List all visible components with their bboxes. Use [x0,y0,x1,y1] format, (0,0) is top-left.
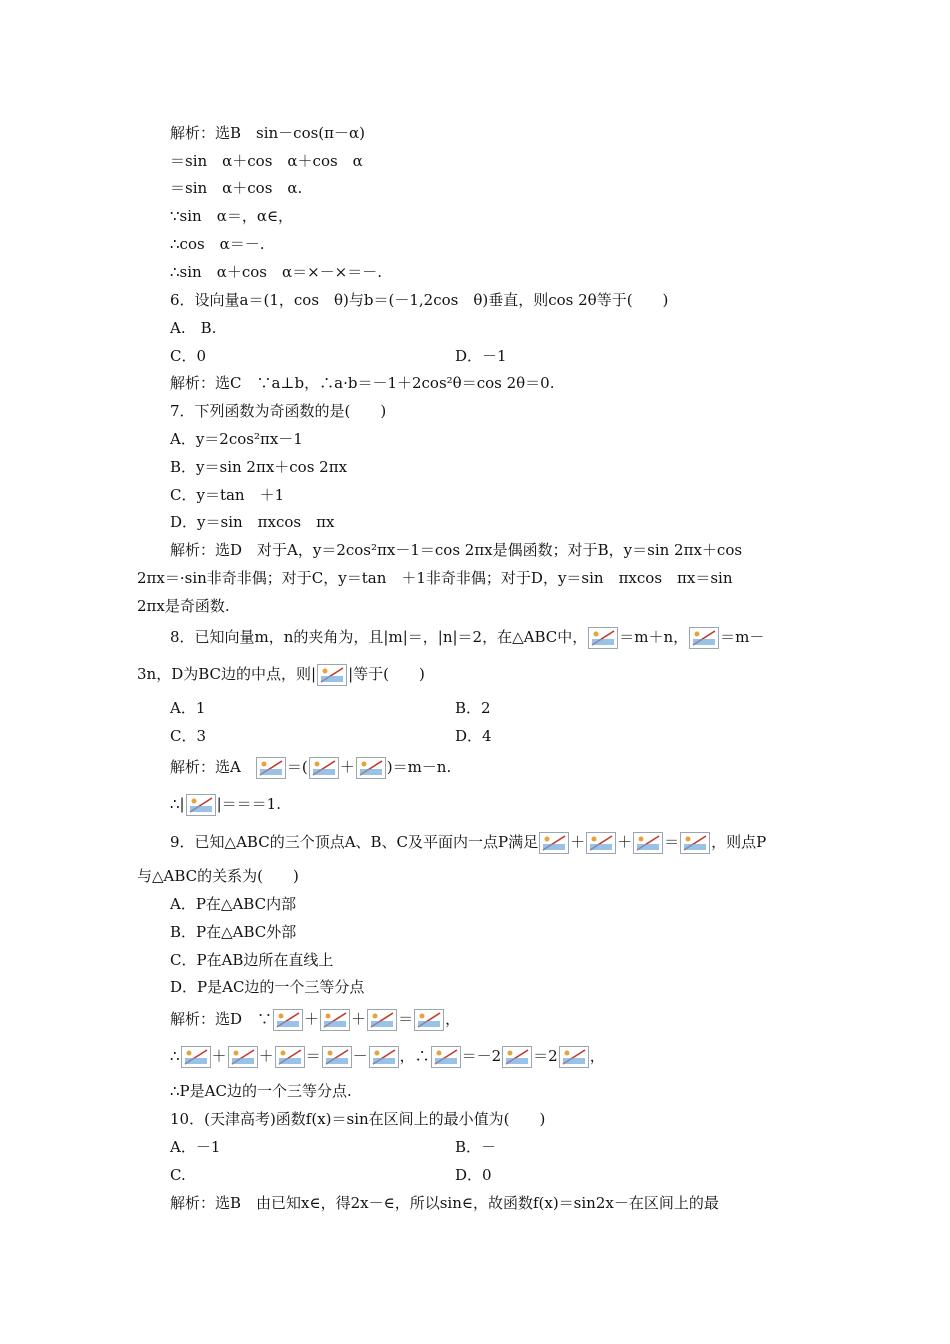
vector-image-placeholder-icon [539,832,569,854]
solution-5-line-2: ＝sin α＋cos α＋cos α [170,152,363,170]
question-8-option-d: D．4 [455,727,492,745]
question-8-line-1 [170,627,764,649]
question-7-option-b: B．y＝sin 2πx＋cos 2πx [170,458,348,476]
question-10-option-b: B．－ [455,1138,497,1156]
question-10-option-d: D．0 [455,1166,492,1184]
vector-image-placeholder-icon [414,1009,444,1031]
question-9-solution-text-7: ＋ [211,1047,227,1065]
question-9-equals: ＝ [664,833,680,851]
vector-image-placeholder-icon [586,832,616,854]
vector-image-placeholder-icon [559,1046,589,1068]
question-8-solution-text: 解析：选A [170,758,241,776]
vector-image-placeholder-icon [309,757,339,779]
question-8-solution-text-5: ∴| [170,795,185,813]
question-7-option-d: D．y＝sin πxcos πx [170,513,335,531]
vector-image-placeholder-icon [320,1009,350,1031]
question-7-solution-line-2: 2πx＝·sin非奇非偶；对于C，y＝tan ＋1非奇非偶；对于D，y＝sin πxcos πx＝sin [137,569,733,587]
vector-image-placeholder-icon [367,1009,397,1031]
solution-5-line-3: ＝sin α＋cos α. [170,179,303,197]
question-8-solution-text-6: |＝＝＝1. [216,795,281,813]
vector-image-placeholder-icon [369,1046,399,1068]
solution-5-line-4: ∵sin α＝，α∈， [170,207,294,225]
solution-5-line-1: 解析：选B sin－cos(π－α) [170,124,366,142]
question-10: 10．(天津高考)函数f(x)＝sin在区间上的最小值为( ) [170,1110,546,1128]
question-9-option-b: B．P在△ABC外部 [170,923,297,941]
question-9-plus-1: ＋ [570,833,586,851]
vector-image-placeholder-icon [680,832,710,854]
question-7-option-a: A．y＝2cos²πx－1 [170,430,303,448]
question-7-solution-line-1: 解析：选D 对于A，y＝2cos²πx－1＝cos 2πx是偶函数；对于B，y＝sin 2πx＋cos [170,541,743,559]
question-8-solution-text-4: )＝m－n. [386,758,452,776]
question-9-solution-text-4: ＝ [398,1010,414,1028]
question-9-option-c: C．P在AB边所在直线上 [170,951,334,969]
question-8-text: 8．已知向量m，n的夹角为，且|m|＝，|n|＝2，在△ABC中， [170,628,588,646]
question-8-solution-text-2: ＝( [286,758,308,776]
question-8-solution-line-1 [170,757,451,779]
question-6-option-c: C．0 [170,347,207,365]
solution-5-line-6: ∴sin α＋cos α＝×－×＝－. [170,263,382,281]
question-6-option-ab: A. B. [170,319,217,337]
question-7-solution-line-3: 2πx是奇函数. [137,597,230,615]
question-9-solution-text-5: ， [445,1010,461,1028]
solution-5-line-5: ∴cos α＝－. [170,235,265,253]
question-9-line-1 [170,832,766,854]
question-7-option-c: C．y＝tan ＋1 [170,486,285,504]
question-8-option-b: B．2 [455,699,491,717]
vector-image-placeholder-icon [588,627,618,649]
question-8-option-a: A．1 [170,699,206,717]
question-9-text: 9．已知△ABC的三个顶点A、B、C及平面内一点P满足 [170,833,539,851]
question-9-solution-text-10: － [352,1047,368,1065]
question-8-text-3: ＝m－ [720,628,765,646]
question-9-text-2: ，则点P [711,833,767,851]
vector-image-placeholder-icon [273,1009,303,1031]
question-8-option-c: C．3 [170,727,207,745]
vector-image-placeholder-icon [322,1046,352,1068]
vector-image-placeholder-icon [256,757,286,779]
vector-image-placeholder-icon [228,1046,258,1068]
vector-image-placeholder-icon [181,1046,211,1068]
question-9-solution-text-3: ＋ [351,1010,367,1028]
question-8-text-4: 3n，D为BC边的中点，则| [137,665,317,683]
vector-image-placeholder-icon [502,1046,532,1068]
question-8-solution-text-3: ＋ [339,758,355,776]
question-7: 7．下列函数为奇函数的是( ) [170,402,387,420]
question-9-option-a: A．P在△ABC内部 [170,895,297,913]
question-10-option-c: C. [170,1166,186,1184]
question-8-solution-line-2 [170,794,281,816]
question-9-option-d: D．P是AC边的一个三等分点 [170,978,365,996]
question-8-text-5: |等于( ) [348,665,425,683]
question-6: 6．设向量a＝(1，cos θ)与b＝(－1,2cos θ)垂直，则cos 2θ等于( ) [170,291,669,309]
question-9-solution-line-2 [170,1046,605,1068]
question-9-solution-text-2: ＋ [304,1010,320,1028]
vector-image-placeholder-icon [275,1046,305,1068]
vector-image-placeholder-icon [431,1046,461,1068]
question-9-solution-line-3: ∴P是AC边的一个三等分点. [170,1082,352,1100]
question-8-line-2 [137,664,425,686]
question-9-solution-text: 解析：选D ∵ [170,1010,273,1028]
question-6-option-d: D．－1 [455,347,507,365]
question-9-solution-text-9: ＝ [305,1047,321,1065]
question-10-option-a: A．－1 [170,1138,221,1156]
question-9-solution-text-8: ＋ [258,1047,274,1065]
question-9-solution-text-11: ，∴ [399,1047,430,1065]
vector-image-placeholder-icon [186,794,216,816]
question-9-solution-text-6: ∴ [170,1047,180,1065]
vector-image-placeholder-icon [689,627,719,649]
question-8-text-2: ＝m＋n， [619,628,689,646]
question-10-solution: 解析：选B 由已知x∈，得2x－∈，所以sin∈，故函数f(x)＝sin2x－在区间上的最 [170,1194,719,1212]
question-9-solution-line-1 [170,1009,460,1031]
question-9-plus-2: ＋ [617,833,633,851]
question-9-solution-text-14: ， [589,1047,605,1065]
vector-image-placeholder-icon [633,832,663,854]
question-6-solution: 解析：选C ∵a⊥b，∴a·b＝－1＋2cos²θ＝cos 2θ＝0. [170,374,555,392]
question-9-line-2: 与△ABC的关系为( ) [137,867,299,885]
question-9-solution-text-12: ＝－2 [461,1047,502,1065]
vector-image-placeholder-icon [356,757,386,779]
question-9-solution-text-13: ＝2 [533,1047,558,1065]
vector-image-placeholder-icon [317,664,347,686]
